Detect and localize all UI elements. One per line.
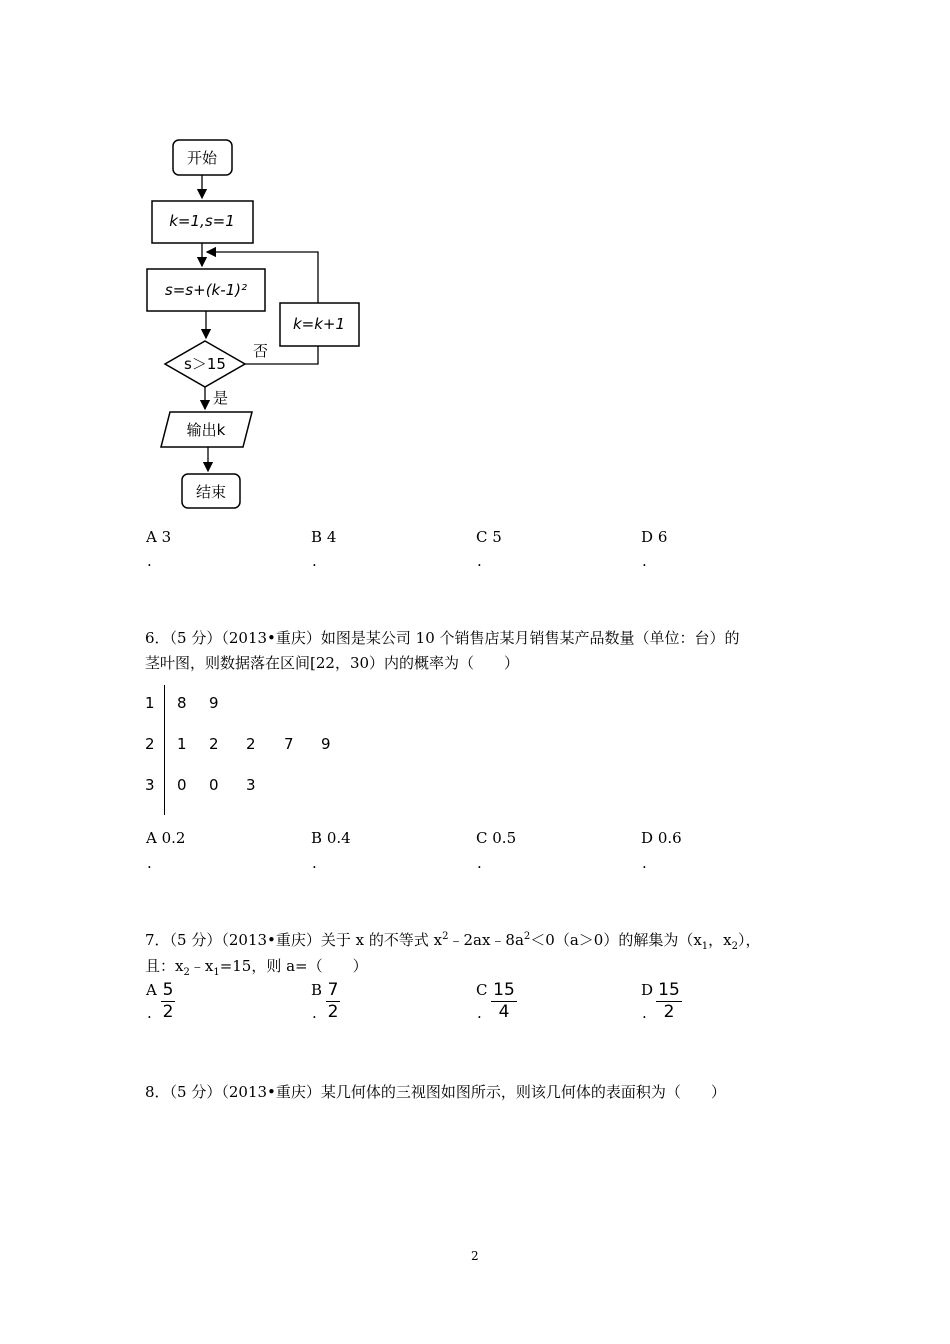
flow-update-k-text: k=k+1 [292,315,346,333]
flow-update-s-text: s=s+(k-1)² [164,281,248,299]
option-a: A 0.2 [146,829,186,847]
option-a-fraction: 5 2 [162,980,174,1022]
stem: 2 [145,735,155,753]
page-number: 2 [471,1249,479,1263]
flow-init-text: k=1,s=1 [169,212,235,230]
option-d: D 6 [641,528,668,546]
option-dot: . [147,1004,152,1022]
leaf: 0 [177,776,187,794]
flow-start-text: 开始 [186,149,218,167]
option-d-fraction: 15 2 [656,981,682,1022]
leaf: 9 [321,735,331,753]
leaf: 9 [209,694,219,712]
option-b: B 4 [311,528,337,546]
option-b-fraction: 7 2 [327,980,339,1022]
option-b: B 0.4 [311,829,351,847]
flow-end-text: 结束 [195,483,227,501]
stem: 1 [145,694,155,712]
flow-yes-label: 是 [213,389,229,407]
leaf: 2 [246,735,256,753]
stem: 3 [145,776,155,794]
option-c: C [476,981,488,999]
option-dot: . [642,1004,647,1022]
leaf: 1 [177,735,187,753]
option-dot: . [477,854,482,872]
flow-output-text: 输出k [186,421,226,439]
flow-no-label: 否 [253,342,269,360]
option-dot: . [147,854,152,872]
option-dot: . [312,854,317,872]
flowchart [0,0,950,520]
q8-line1: 8．（5 分）（2013•重庆）某几何体的三视图如图所示，则该几何体的表面积为（ ） [145,1083,726,1101]
option-d: D 0.6 [641,829,682,847]
option-dot: . [312,1004,317,1022]
option-dot: . [312,552,317,570]
option-dot: . [642,552,647,570]
option-c: C 0.5 [476,829,517,847]
q7-line1: 7．（5 分）（2013•重庆）关于 x 的不等式 $x^2﹣2ax﹣8a^2<0(a>0)$的解集为（$x_1$，$x_2$）， [145,931,761,952]
option-a: A 3 [146,528,172,546]
leaf: 3 [246,776,256,794]
option-d: D [641,981,654,999]
option-b: B [311,981,323,999]
option-dot: . [642,854,647,872]
option-dot: . [477,1004,482,1022]
option-a: A [146,981,157,999]
option-c: C 5 [476,528,502,546]
leaf: 2 [209,735,219,753]
option-c-fraction: 15 4 [491,981,517,1022]
stem-divider [164,685,165,815]
q6-line2: 茎叶图，则数据落在区间[22，30）内的概率为（ ） [145,654,520,672]
leaf: 0 [209,776,219,794]
option-dot: . [477,552,482,570]
flow-condition-text: s＞15 [184,355,226,373]
q7-line2: 且：$x_2﹣x_1=15$，则 a=（ ） [145,957,368,978]
option-dot: . [147,552,152,570]
leaf: 7 [284,735,294,753]
q6-line1: 6．（5 分）（2013•重庆）如图是某公司 10 个销售店某月销售某产品数量（单位：台）的 [145,629,740,647]
leaf: 8 [177,694,187,712]
